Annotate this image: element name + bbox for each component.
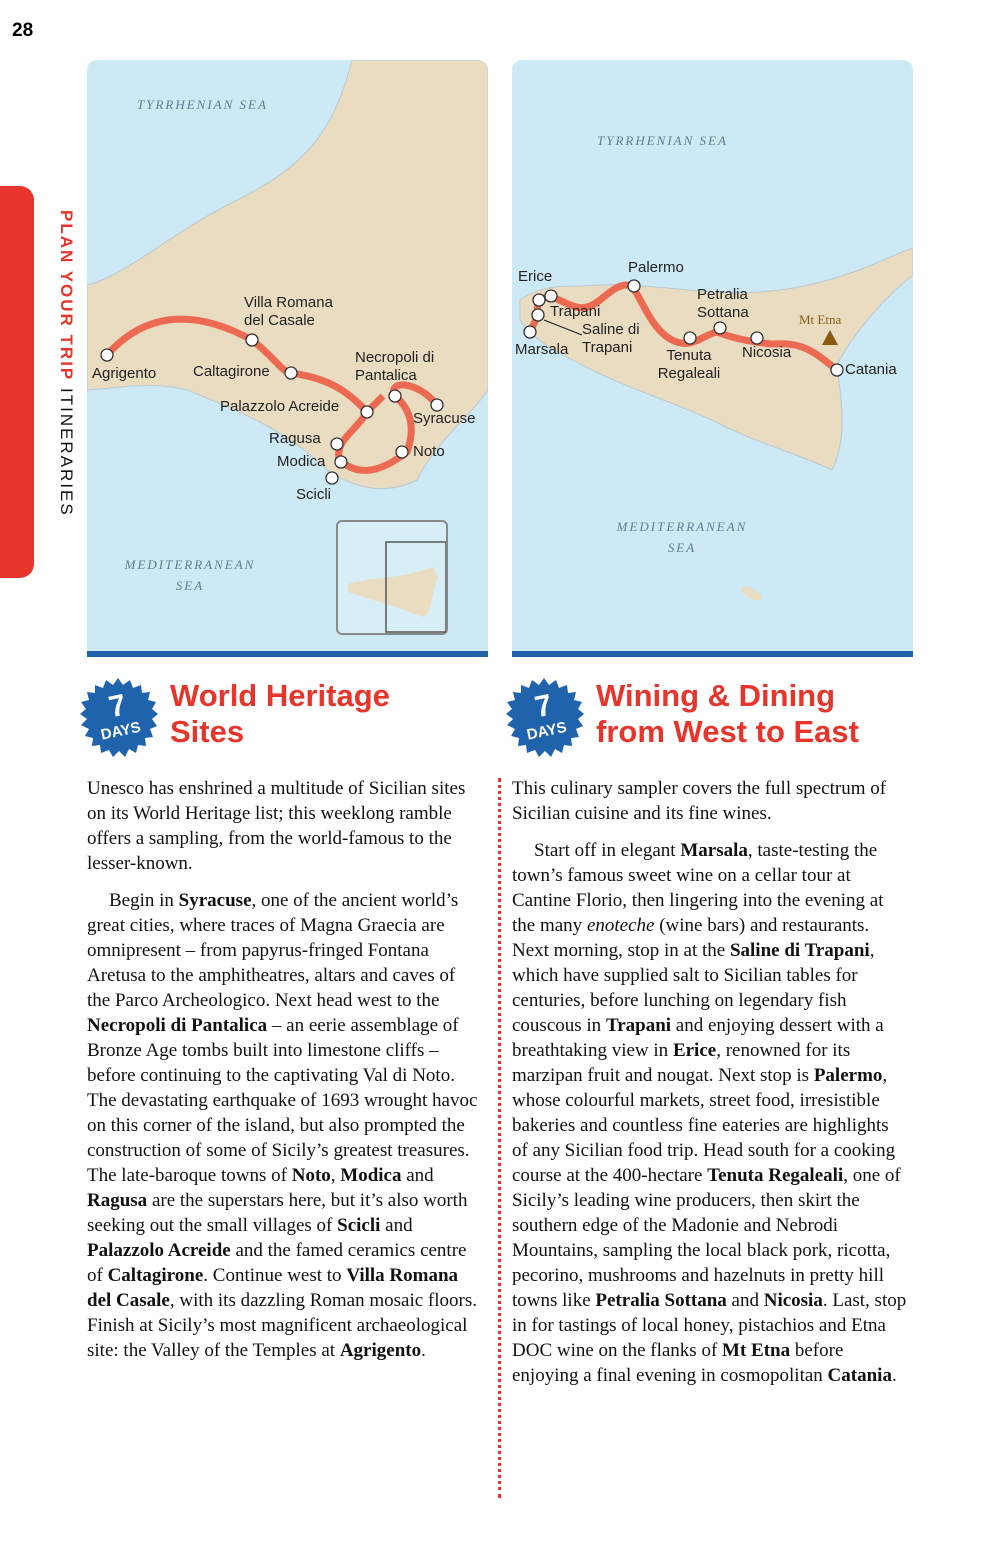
place-name: Marsala: [680, 840, 748, 861]
place-name: Mt Etna: [722, 1340, 791, 1361]
days-badge: [504, 678, 584, 758]
itinerary-text-left: [87, 776, 483, 1375]
place-name: Saline di Trapani: [729, 940, 870, 961]
place-name: Villa Romana del Casale: [87, 1265, 459, 1311]
place-name: Necropoli di Pantalica: [87, 1015, 268, 1036]
place-label: Syracuse: [413, 410, 476, 427]
place-label: Tenuta Regaleali: [657, 347, 721, 382]
place-label: Ragusa: [269, 430, 321, 447]
place-name: Trapani: [605, 1015, 672, 1036]
text-run: enoteche: [586, 915, 655, 936]
section-label-bold: PLAN YOUR TRIP: [57, 210, 76, 382]
place-name: Modica: [340, 1165, 402, 1186]
place-label: Scicli: [296, 486, 332, 503]
itinerary-title: Wining & Dining from West to East: [596, 678, 859, 749]
section-label-normal: ITINERARIES: [57, 381, 76, 517]
place-name: Palermo: [813, 1065, 883, 1086]
badge-unit: DAYS: [99, 718, 143, 744]
text-run: , with its dazzling Roman mosaic floors. Finish at Sicily’s most magnificent archaeological site: the Valley of the Temples at: [87, 1290, 477, 1361]
text-run: , one of the ancient world’s great cities, where traces of Magna Graecia are omnipresent – from papyrus-fringed Fontana Aretusa to the amphitheatres, altars and caves of the Parco Archeologico. Next head west to the: [87, 890, 459, 1011]
sea-label-mediterranean: MEDITERRANEAN SEA: [616, 519, 748, 555]
place-name: Nicosia: [763, 1290, 823, 1311]
text-run: are the superstars here, but it’s also worth seeking out the small villages of: [87, 1190, 468, 1236]
map-world-heritage: [87, 60, 488, 657]
place-name: Syracuse: [178, 890, 252, 911]
paragraph: [87, 776, 483, 876]
place-name: Noto: [291, 1165, 331, 1186]
place-name: Catania: [827, 1365, 892, 1386]
place-label: Palermo: [628, 259, 684, 276]
place-label: Erice: [518, 268, 553, 285]
place-label: Marsala: [515, 341, 569, 358]
text-run: Begin in: [109, 890, 179, 911]
place-name: Scicli: [337, 1215, 381, 1236]
text-run: Start off in elegant: [534, 840, 681, 861]
text-run: . Continue west to: [203, 1265, 347, 1286]
paragraph: [512, 776, 908, 826]
sea-label-mediterranean: MEDITERRANEAN SEA: [124, 557, 256, 593]
place-label: Necropoli di Pantalica: [355, 349, 435, 384]
days-badge: [78, 678, 158, 758]
place-label: Caltagirone: [193, 363, 270, 380]
sea-label-tyrrhenian: TYRRHENIAN SEA: [597, 133, 728, 148]
page-number: 28: [12, 20, 34, 41]
place-label: Nicosia: [742, 344, 792, 361]
text-run: . Last, stop in for tastings of local honey, pistachios and Etna DOC wine on the flanks of: [512, 1290, 907, 1361]
place-label: Saline di Trapani: [582, 321, 640, 356]
text-run: ,: [330, 1165, 341, 1186]
paragraph: [87, 888, 483, 1363]
place-label: Trapani: [550, 303, 601, 320]
place-name: Tenuta Regaleali: [707, 1165, 844, 1186]
itinerary-text-right: [512, 776, 908, 1400]
text-run: and: [401, 1165, 434, 1186]
volcano-label: Mt Etna: [799, 312, 842, 327]
place-name: Ragusa: [87, 1190, 148, 1211]
text-run: .: [891, 1365, 897, 1386]
text-run: and: [726, 1290, 764, 1311]
map-wining-dining: [512, 60, 913, 657]
sea-label-tyrrhenian: TYRRHENIAN SEA: [137, 97, 268, 112]
place-label: Petralia Sottana: [697, 286, 749, 321]
text-run: and enjoying dessert with a breathtaking view in: [512, 1015, 884, 1061]
section-tab: [0, 186, 34, 578]
text-run: (wine bars) and restaurants. Next morning, stop in at the: [512, 915, 870, 961]
badge-number: 7: [531, 688, 556, 725]
text-run: , taste-testing the town’s famous sweet wine on a cellar tour at Cantine Florio, then lingering into the evening at the many: [512, 840, 884, 936]
place-name: Erice: [672, 1040, 717, 1061]
badge-unit: DAYS: [525, 718, 569, 744]
locator-inset: [336, 520, 448, 635]
text-run: .: [421, 1340, 426, 1361]
section-label: [56, 210, 76, 517]
badge-number: 7: [105, 688, 130, 725]
itinerary-title: World Heritage Sites: [170, 678, 390, 749]
place-label: Villa Romana del Casale: [244, 294, 333, 329]
text-run: and: [380, 1215, 413, 1236]
place-label: Modica: [277, 453, 326, 470]
text-run: , which have supplied salt to Sicilian tables for centuries, before lunching on legendary fish couscous in: [512, 940, 875, 1036]
place-label: Palazzolo Acreide: [220, 398, 340, 415]
paragraph: [512, 838, 908, 1388]
place-label: Catania: [845, 361, 897, 378]
text-run: – an eerie assemblage of Bronze Age tombs built into limestone cliffs – before continuing to the captivating Val di Noto. The devastating earthquake of 1693 wrought havoc on this corner of the island, but also prompted the construction of some of Sicily’s greatest treasures. The late-baroque towns of: [87, 1015, 478, 1186]
place-name: Palazzolo Acreide: [87, 1240, 231, 1261]
text-run: Unesco has enshrined a multitude of Sicilian sites on its World Heritage list; this weeklong ramble offers a sampling, from the world-famous to the lesser-known.: [87, 778, 466, 874]
text-run: , one of Sicily’s leading wine producers, then skirt the southern edge of the Madonie and Nebrodi Mountains, sampling the local black pork, ricotta, pecorino, mushrooms and hazelnuts in pretty hill towns like: [512, 1165, 901, 1311]
place-name: Petralia Sottana: [595, 1290, 727, 1311]
place-name: Caltagirone: [107, 1265, 204, 1286]
place-name: Agrigento: [339, 1340, 422, 1361]
text-run: , renowned for its marzipan fruit and nougat. Next stop is: [512, 1040, 851, 1086]
place-label: Noto: [413, 443, 445, 460]
column-divider: [498, 778, 501, 1498]
text-run: This culinary sampler covers the full spectrum of Sicilian cuisine and its fine wines.: [512, 778, 887, 824]
place-label: Agrigento: [92, 365, 157, 382]
text-run: before enjoying a final evening in cosmopolitan: [512, 1340, 844, 1386]
text-run: , whose colourful markets, street food, irresistible bakeries and countless fine eateries are highlights of any Sicilian food trip. Head south for a cooking course at the 400-hectare: [512, 1065, 896, 1186]
text-run: and the famed ceramics centre of: [87, 1240, 467, 1286]
